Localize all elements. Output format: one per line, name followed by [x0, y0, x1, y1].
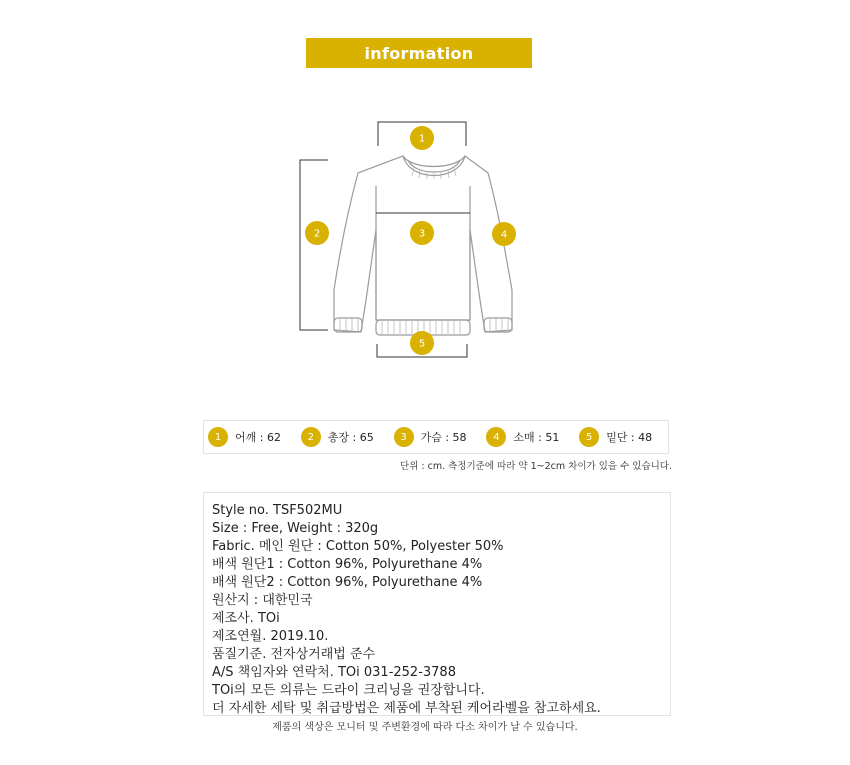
- header-title: information: [364, 43, 474, 63]
- spec-manufacture-date: 제조연월. 2019.10.: [212, 629, 329, 644]
- svg-text:2: 2: [313, 228, 321, 240]
- spec-size-weight: Size : Free, Weight : 320g: [212, 521, 379, 536]
- spec-origin: 원산지 : 대한민국: [212, 593, 313, 608]
- svg-text:1: 1: [418, 133, 426, 145]
- measurement-label: 소매 : 51: [513, 431, 560, 444]
- badge-5: [410, 331, 434, 355]
- spec-fabric-accent-2: 배색 원단2 : Cotton 96%, Polyurethane 4%: [212, 575, 483, 590]
- measurement-table: [203, 420, 669, 454]
- spec-box: [203, 492, 671, 716]
- rib-lines: [340, 168, 508, 334]
- spec-dry-clean: TOi의 모든 의류는 드라이 크리닝을 권장합니다.: [212, 683, 485, 698]
- badge-2: [305, 221, 329, 245]
- measurement-label: 총장 : 65: [327, 431, 374, 444]
- badge-3: [410, 221, 434, 245]
- measurement-label: 어깨 : 62: [235, 431, 281, 444]
- measurement-chest: [394, 427, 483, 447]
- spec-style-no: Style no. TSF502MU: [212, 503, 343, 518]
- spec-quality-standard: 품질기준. 전자상거래법 준수: [212, 647, 376, 662]
- measurement-number: 3: [394, 427, 414, 447]
- svg-text:3: 3: [418, 228, 426, 240]
- spec-fabric-accent-1: 배색 원단1 : Cotton 96%, Polyurethane 4%: [212, 557, 483, 572]
- svg-text:5: 5: [418, 338, 426, 350]
- measurement-length: [301, 427, 390, 447]
- svg-text:4: 4: [500, 229, 508, 241]
- measurement-number: 2: [301, 427, 321, 447]
- measurement-sleeve: [486, 427, 575, 447]
- color-disclaimer: 제품의 색상은 모니터 및 주변환경에 따라 다소 차이가 날 수 있습니다.: [272, 722, 578, 733]
- measurement-shoulder: [208, 427, 297, 447]
- measurement-label: 밑단 : 48: [606, 431, 653, 444]
- badge-1: [410, 126, 434, 150]
- sweater-sketch: [334, 156, 512, 335]
- spec-fabric-main: Fabric. 메인 원단 : Cotton 50%, Polyester 50%: [212, 539, 504, 554]
- spec-as-contact: A/S 책임자와 연락처. TOi 031-252-3788: [212, 665, 456, 680]
- measurement-label: 가슴 : 58: [420, 431, 467, 444]
- measurement-hem: [579, 427, 668, 447]
- measurement-number: 1: [208, 427, 228, 447]
- spec-manufacturer: 제조사. TOi: [212, 611, 280, 626]
- measurement-number: 4: [486, 427, 506, 447]
- measurement-number: 5: [579, 427, 599, 447]
- spec-care-label: 더 자세한 세탁 및 취급방법은 제품에 부착된 케어라벨을 참고하세요.: [212, 701, 601, 716]
- badge-4: [492, 222, 516, 246]
- unit-note: 단위 : cm. 측정기준에 따라 약 1~2cm 차이가 있을 수 있습니다.: [400, 461, 672, 472]
